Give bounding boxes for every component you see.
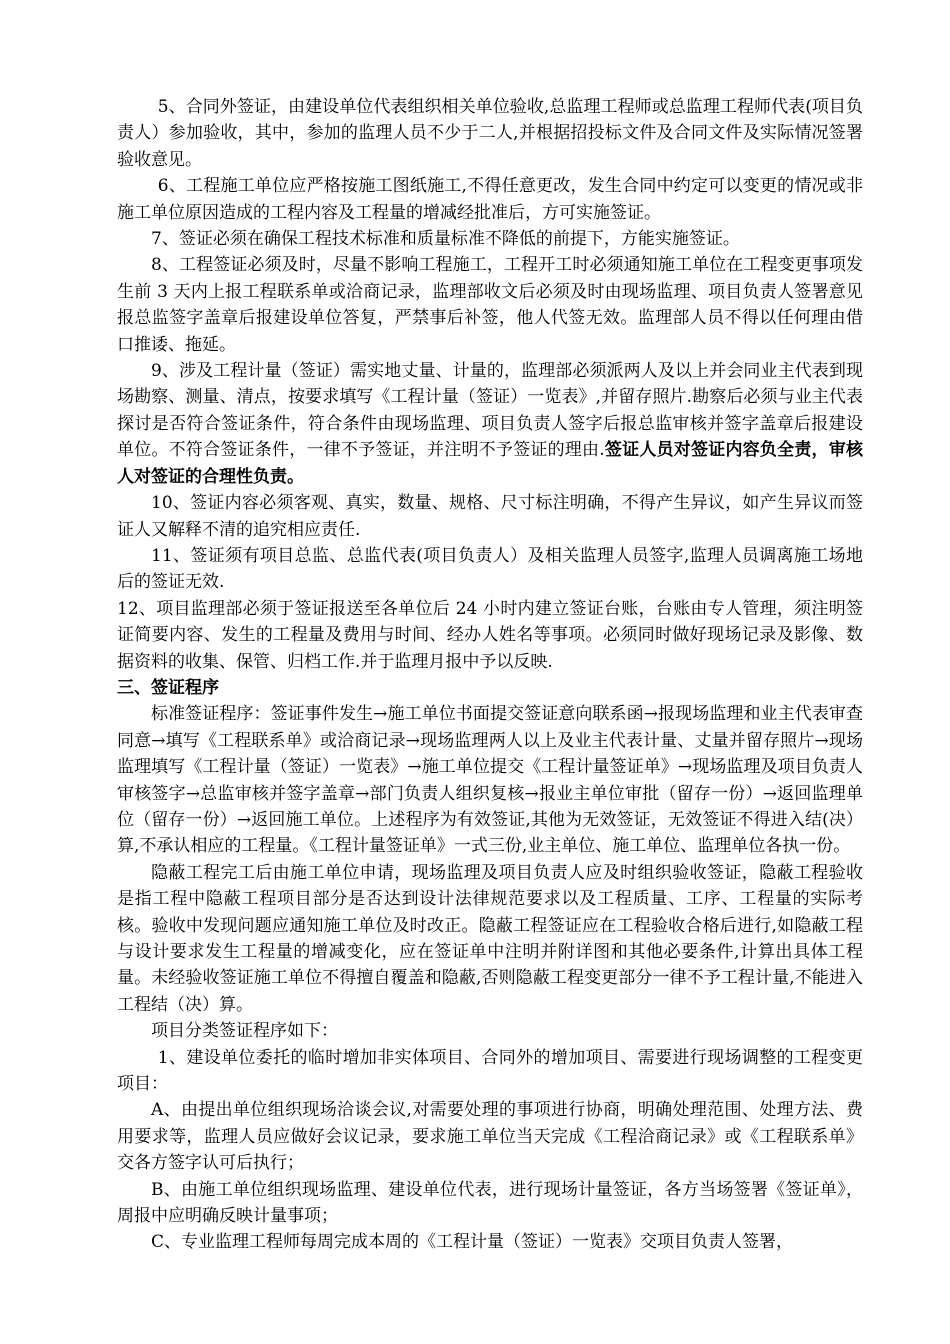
paragraph-item-10: 10、签证内容必须客观、真实，数量、规格、尺寸标注明确，不得产生异议，如产生异议而签证人又解释不清的追究相应责任. — [117, 493, 863, 540]
section-heading-procedure: 三、签证程序 — [117, 677, 219, 698]
paragraph-item-9-text: 9、涉及工程计量（签证）需实地丈量、计量的，监理部必须派两人及以上并会同业主代表到现场勘察、测量、清点，按要求填写《工程计量（签证）一览表》,并留存照片.勘察后必须与业主代表探讨是否符合签证条件，符合条件由现场监理、项目负责人签字后报总监审核并签字盖章后报建设单位。不符合签证条件，一律不予签证，并注明不予签证的理由. — [117, 361, 863, 461]
paragraph-classified-intro: 项目分类签证程序如下： — [151, 1021, 338, 1042]
paragraph-standard-procedure: 标准签证程序：签证事件发生→施工单位书面提交签证意向联系函→报现场监理和业主代表审查同意→填写《工程联系单》或洽商记录→现场监理两人以上及业主代表计量、丈量并留存照片→现场监理填写《工程计量（签证）一览表》→施工单位提交《工程计量签证单》→现场监理及项目负责人审核签字→总监审核并签字盖章→部门负责人组织复核→报业主单位审批（留存一份）→返回监理单位（留存一份）→返回施工单位。上述程序为有效签证,其他为无效签证，无效签证不得进入结(决）算,不承认相应的工程量。《工程计量签证单》一式三份,业主单位、施工单位、监理单位各执一份。 — [117, 704, 863, 857]
paragraph-item-8: 8、工程签证必须及时，尽量不影响工程施工，工程开工时必须通知施工单位在工程变更事项发生前 3 天内上报工程联系单或洽商记录，监理部收文后必须及时由现场监理、项目负责人签署意见报总监签字盖章后报建设单位答复，严禁事后补签，他人代签无效。监理部人员不得以任何理由借口推诿、拖延。 — [117, 255, 863, 355]
paragraph-item-11: 11、签证须有项目总监、总监代表(项目负责人）及相关监理人员签字,监理人员调离施工场地后的签证无效. — [117, 545, 863, 593]
paragraph-sub-item-1: 1、建设单位委托的临时增加非实体项目、合同外的增加项目、需要进行现场调整的工程变更项目： — [117, 1047, 863, 1095]
paragraph-item-7: 7、签证必须在确保工程技术标准和质量标准不降低的前提下，方能实施签证。 — [151, 229, 740, 250]
paragraph-sub-item-a: A、由提出单位组织现场洽谈会议,对需要处理的事项进行协商，明确处理范围、处理方法、费用要求等，监理人员应做好会议记录，要求施工单位当天完成《工程洽商记录》或《工程联系单》交各方签字认可后执行； — [117, 1100, 863, 1174]
paragraph-sub-item-c: C、专业监理工程师每周完成本周的《工程计量（签证）一览表》交项目负责人签署， — [151, 1232, 794, 1253]
paragraph-item-6: 6、工程施工单位应严格按施工图纸施工,不得任意更改，发生合同中约定可以变更的情况或非施工单位原因造成的工程内容及工程量的增减经批准后，方可实施签证。 — [117, 176, 863, 223]
paragraph-hidden-works: 隐蔽工程完工后由施工单位申请，现场监理及项目负责人应及时组织验收签证，隐蔽工程验收是指工程中隐蔽工程项目部分是否达到设计法律规范要求以及工程质量、工序、工程量的实际考核。验收中发现问题应通知施工单位及时改正。隐蔽工程签证应在工程验收合格后进行,如隐蔽工程与设计要求发生工程量的增减变化，应在签证单中注明并附详图和其他必要条件,计算出具体工程量。未经验收签证施工单位不得擅自覆盖和隐蔽,否则隐蔽工程变更部分一律不予工程计量,不能进入工程结（决）算。 — [117, 862, 863, 1015]
paragraph-item-9 — [117, 358, 863, 490]
paragraph-item-5: 5、合同外签证，由建设单位代表组织相关单位验收,总监理工程师或总监理工程师代表(项目负责人）参加验收，其中，参加的监理人员不少于二人,并根据招投标文件及合同文件及实际情况签署验收意见。 — [117, 97, 863, 170]
paragraph-item-9-emphasis: 签证人员对签证内容负全责，审核人对签证的合理性负责。 — [117, 440, 864, 487]
paragraph-item-12: 12、项目监理部必须于签证报送至各单位后 24 小时内建立签证台账，台账由专人管理，须注明签证简要内容、发生的工程量及费用与时间、经办人姓名等事项。必须同时做好现场记录及影像、数据资料的收集、保管、归档工作.并于监理月报中予以反映. — [117, 598, 863, 672]
document-page — [117, 94, 863, 1256]
paragraph-sub-item-b: B、由施工单位组织现场监理、建设单位代表，进行现场计量签证，各方当场签署《签证单》，周报中应明确反映计量事项； — [117, 1179, 863, 1227]
